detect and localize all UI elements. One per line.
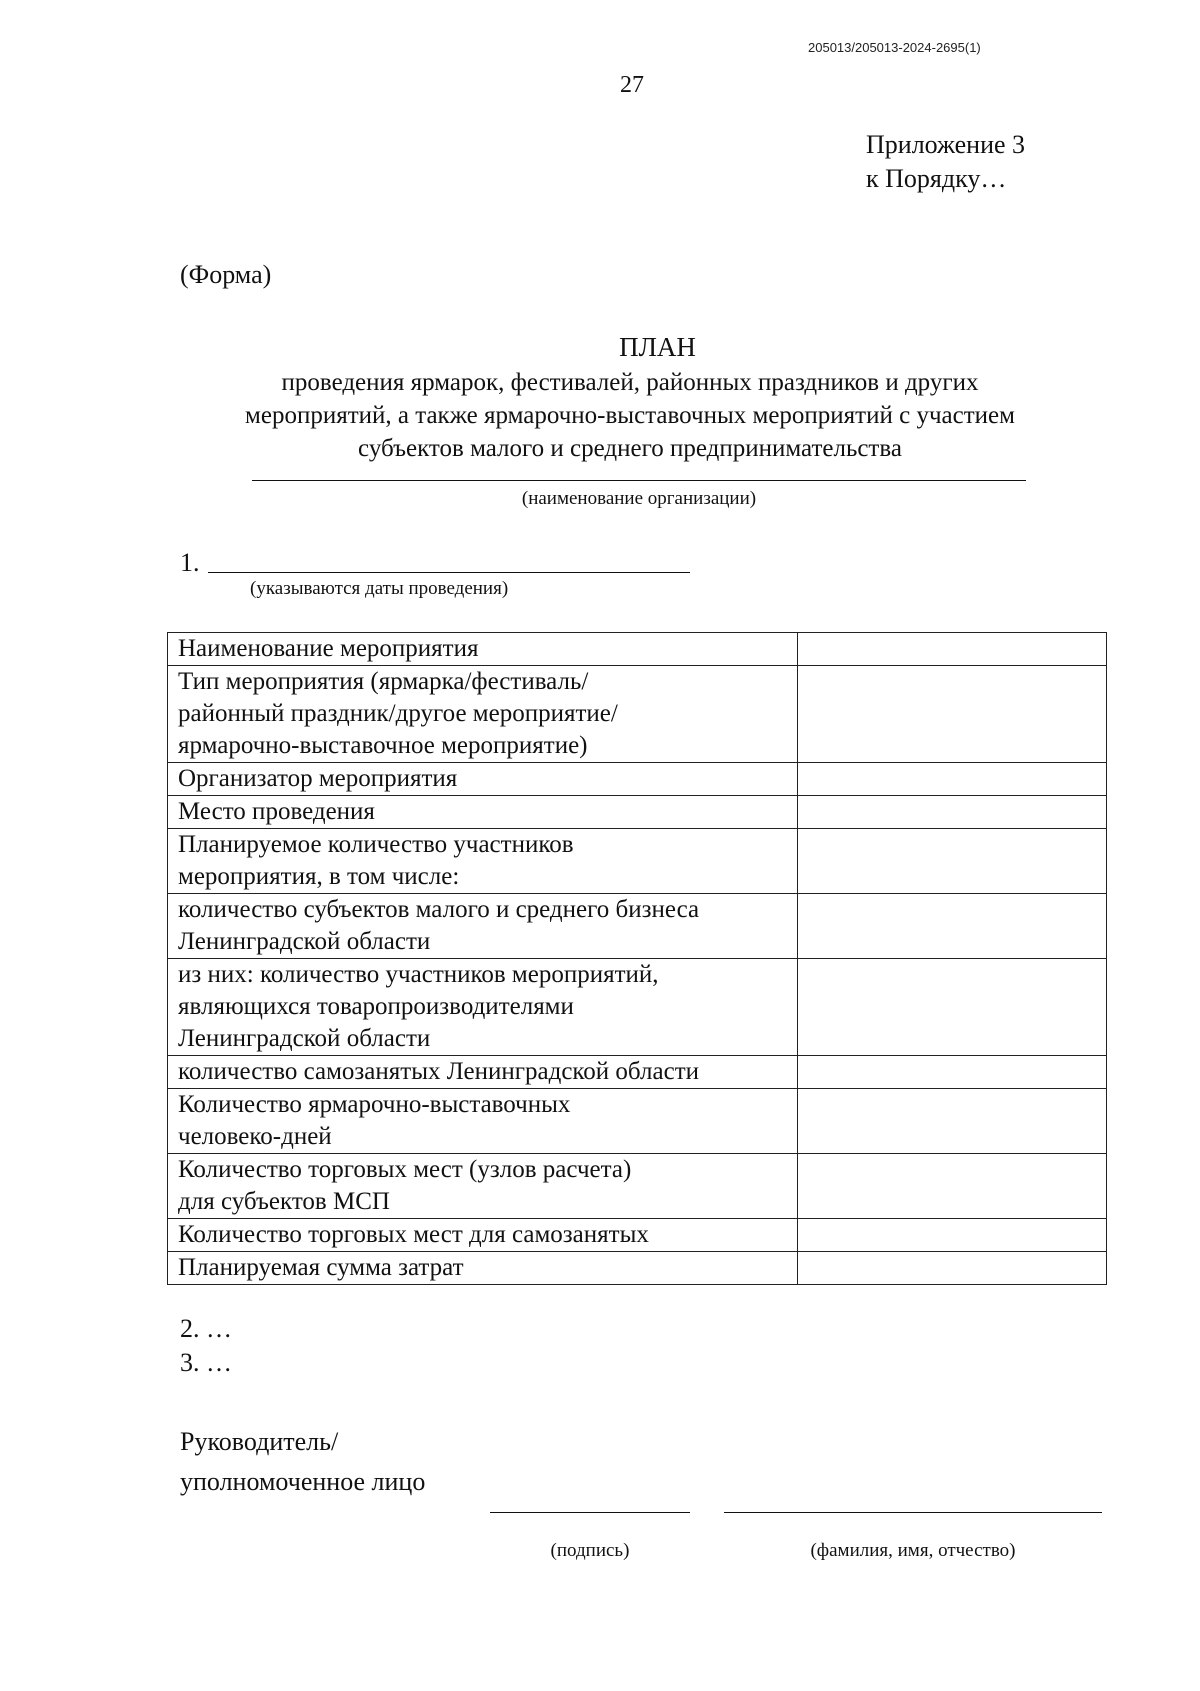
row-label-line: являющихся товаропроизводителями (178, 993, 574, 1020)
row-value-cell (798, 1154, 1107, 1219)
row-value-cell (798, 1089, 1107, 1154)
item-1-number: 1. (180, 548, 200, 577)
row-label-line: Количество ярмарочно-выставочных (178, 1091, 571, 1118)
row-label-line: для субъектов МСП (178, 1188, 390, 1215)
row-label (168, 796, 798, 829)
row-label-line: Планируемое количество участников (178, 831, 574, 858)
signer-line-1: Руководитель/ (180, 1427, 339, 1456)
row-value-cell (798, 894, 1107, 959)
row-label (168, 1089, 798, 1154)
row-label-line: человеко-дней (178, 1123, 332, 1150)
signer-line-2: уполномоченное лицо (180, 1467, 426, 1496)
row-label-line: Количество торговых мест (узлов расчета) (178, 1156, 632, 1183)
table-row (168, 1154, 1107, 1219)
row-label-line: Ленинградской области (178, 928, 431, 955)
dates-caption: (указываются даты проведения) (250, 578, 509, 599)
appendix-reference (866, 128, 1025, 196)
subtitle-line-2: мероприятий, а также ярмарочно-выставочных мероприятий с участием (245, 402, 1015, 429)
plan-table-body (168, 633, 1107, 1285)
table-row (168, 1089, 1107, 1154)
row-label-line: Ленинградской области (178, 1025, 431, 1052)
organization-caption: (наименование организации) (521, 488, 757, 509)
subtitle-line-1: проведения ярмарок, фестивалей, районных праздников и других (281, 369, 979, 396)
row-label-line: районный праздник/другое мероприятие/ (178, 700, 618, 727)
row-label (168, 829, 798, 894)
row-label-line: ярмарочно-выставочное мероприятие) (178, 732, 588, 759)
row-label-line: Наименование мероприятия (178, 635, 479, 662)
row-label (168, 1219, 798, 1252)
table-row (168, 666, 1107, 763)
table-row (168, 1056, 1107, 1089)
row-value-cell (798, 1252, 1107, 1285)
plan-table (167, 632, 1107, 1285)
page-number: 27 (620, 72, 644, 98)
row-label (168, 1056, 798, 1089)
row-label-line: мероприятия, в том числе: (178, 863, 460, 890)
signature-caption: (подпись) (550, 1540, 630, 1561)
appendix-line-1: Приложение 3 (866, 130, 1026, 159)
dates-line (208, 572, 690, 573)
row-label-line: количество самозанятых Ленинградской области (178, 1058, 699, 1085)
row-label (168, 666, 798, 763)
row-value-cell (798, 633, 1107, 666)
row-label-line: количество субъектов малого и среднего бизнеса (178, 896, 700, 923)
table-row (168, 763, 1107, 796)
row-label (168, 763, 798, 796)
full-name-line (724, 1512, 1102, 1513)
row-label-line: Тип мероприятия (ярмарка/фестиваль/ (178, 668, 589, 695)
table-row (168, 633, 1107, 666)
row-value-cell (798, 796, 1107, 829)
row-value-cell (798, 829, 1107, 894)
plan-title: ПЛАН (619, 332, 696, 362)
table-row (168, 1252, 1107, 1285)
row-label (168, 1252, 798, 1285)
row-value-cell (798, 959, 1107, 1056)
row-label (168, 633, 798, 666)
row-label-line: Организатор мероприятия (178, 765, 458, 792)
row-label (168, 1154, 798, 1219)
row-value-cell (798, 666, 1107, 763)
row-label-line: Планируемая сумма затрат (178, 1254, 464, 1281)
organization-name-line (252, 480, 1026, 481)
row-label (168, 959, 798, 1056)
more-items (180, 1312, 232, 1380)
row-value-cell (798, 1219, 1107, 1252)
table-row (168, 1219, 1107, 1252)
row-value-cell (798, 763, 1107, 796)
row-value-cell (798, 1056, 1107, 1089)
row-label (168, 894, 798, 959)
table-row (168, 959, 1107, 1056)
row-label-line: Место проведения (178, 798, 375, 825)
title-block (180, 330, 1080, 465)
subtitle-line-3: субъектов малого и среднего предпринимательства (358, 435, 902, 462)
row-label-line: из них: количество участников мероприятий, (178, 961, 659, 988)
full-name-caption: (фамилия, имя, отчество) (810, 1540, 1016, 1561)
signer-title (180, 1422, 425, 1502)
row-label-line: Количество торговых мест для самозанятых (178, 1221, 649, 1248)
document-id: 205013/205013-2024-2695(1) (808, 40, 981, 55)
item-3: 3. … (180, 1348, 232, 1377)
item-2: 2. … (180, 1314, 232, 1343)
signature-line (490, 1512, 690, 1513)
plan-subtitle (180, 366, 1080, 465)
form-label: (Форма) (180, 260, 272, 289)
appendix-line-2: к Порядку… (866, 164, 1007, 193)
table-row (168, 796, 1107, 829)
table-row (168, 829, 1107, 894)
table-row (168, 894, 1107, 959)
